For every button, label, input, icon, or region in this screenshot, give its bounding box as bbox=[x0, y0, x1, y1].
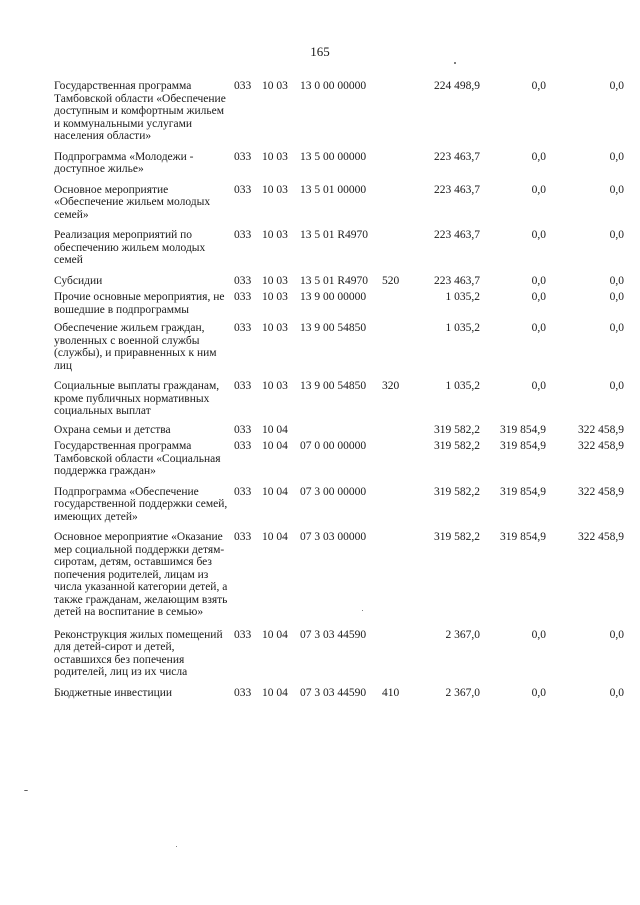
row-rz: 10 03 bbox=[262, 274, 288, 287]
row-value-2: 0,0 bbox=[531, 628, 546, 641]
row-rz: 10 03 bbox=[262, 291, 288, 303]
row-value-3: 322 458,9 bbox=[578, 485, 624, 498]
row-ved: 033 bbox=[234, 686, 252, 699]
row-name: Прочие основные мероприятия, не вошедшие в подпрограммы bbox=[54, 291, 225, 316]
row-csr: 13 9 00 00000 bbox=[300, 291, 367, 303]
table-row bbox=[54, 687, 624, 700]
row-vr bbox=[380, 486, 410, 524]
row-value-2: 319 854,9 bbox=[500, 423, 546, 436]
row-value-3: 0,0 bbox=[609, 183, 624, 196]
row-vr: 410 bbox=[382, 686, 400, 699]
row-value-2: 0,0 bbox=[531, 150, 546, 163]
row-name: Обеспечение жильем граждан, уволенных с военной службы (службы), и приравненных к ним лиц bbox=[54, 322, 217, 372]
row-vr bbox=[380, 322, 410, 372]
row-rz: 10 03 bbox=[262, 183, 288, 196]
row-value-3: 0,0 bbox=[609, 322, 624, 334]
row-ved: 033 bbox=[234, 291, 252, 303]
row-ved: 033 bbox=[234, 150, 252, 163]
row-csr: 07 3 03 44590 bbox=[300, 686, 367, 699]
row-value-3: 322 458,9 bbox=[578, 423, 624, 436]
row-value-2: 0,0 bbox=[531, 229, 546, 241]
row-value-2: 319 854,9 bbox=[500, 531, 546, 543]
row-rz: 10 04 bbox=[262, 531, 288, 543]
row-ved: 033 bbox=[234, 485, 252, 498]
row-value-3: 0,0 bbox=[609, 274, 624, 287]
row-rz: 10 03 bbox=[262, 80, 288, 92]
row-csr: 13 0 00 00000 bbox=[300, 80, 367, 92]
table-row bbox=[54, 322, 624, 372]
row-vr bbox=[380, 229, 410, 267]
table-row bbox=[54, 531, 624, 619]
row-name: Подпрограмма «Молодежи - доступное жилье» bbox=[54, 150, 194, 175]
row-value-3: 0,0 bbox=[609, 150, 624, 163]
table-row bbox=[54, 629, 624, 679]
row-csr: 13 9 00 54850 bbox=[300, 380, 367, 392]
row-ved: 033 bbox=[234, 274, 252, 287]
row-ved: 033 bbox=[234, 322, 252, 334]
scan-speck bbox=[24, 790, 28, 791]
table-row bbox=[54, 184, 624, 222]
row-value-1: 223 463,7 bbox=[434, 274, 480, 287]
table-row bbox=[54, 291, 624, 316]
row-name: Государственная программа Тамбовской области «Обеспечение доступным и комфортным жильем и коммунальными услугами населения области» bbox=[54, 80, 226, 142]
row-rz: 10 04 bbox=[262, 440, 288, 452]
row-name: Реконструкция жилых помещений для детей-сирот и детей, оставшихся без попечения родителей, лиц из их числа bbox=[54, 628, 223, 678]
table-row bbox=[54, 440, 624, 478]
row-name: Государственная программа Тамбовской области «Социальная поддержка граждан» bbox=[54, 440, 221, 477]
row-vr: 520 bbox=[382, 274, 400, 287]
row-name: Охрана семьи и детства bbox=[54, 423, 171, 436]
row-value-2: 0,0 bbox=[531, 686, 546, 699]
row-ved: 033 bbox=[234, 423, 252, 436]
row-csr: 07 3 00 00000 bbox=[300, 485, 367, 498]
row-vr bbox=[380, 151, 410, 176]
row-vr bbox=[380, 440, 410, 478]
row-value-3: 0,0 bbox=[609, 686, 624, 699]
table-row bbox=[54, 229, 624, 267]
row-value-1: 319 582,2 bbox=[434, 440, 480, 452]
table-row bbox=[54, 151, 624, 176]
row-vr bbox=[380, 629, 410, 679]
row-ved: 033 bbox=[234, 380, 252, 392]
table-row bbox=[54, 380, 624, 418]
row-csr: 13 5 01 R4970 bbox=[300, 274, 369, 287]
row-name: Бюджетные инвестиции bbox=[54, 686, 173, 699]
row-name: Основное мероприятие «Обеспечение жильем молодых семей» bbox=[54, 183, 211, 221]
row-value-3: 0,0 bbox=[609, 380, 624, 392]
row-value-1: 1 035,2 bbox=[445, 380, 480, 392]
row-name: Подпрограмма «Обеспечение государственной поддержки семей, имеющих детей» bbox=[54, 485, 228, 523]
row-value-1: 1 035,2 bbox=[445, 291, 480, 303]
row-value-3: 322 458,9 bbox=[578, 440, 624, 452]
row-vr bbox=[380, 531, 410, 619]
row-name: Социальные выплаты гражданам, кроме публичных нормативных социальных выплат bbox=[54, 380, 220, 417]
row-rz: 10 04 bbox=[262, 686, 288, 699]
row-ved: 033 bbox=[234, 80, 252, 92]
row-value-3: 0,0 bbox=[609, 291, 624, 303]
row-value-1: 319 582,2 bbox=[434, 531, 480, 543]
table-row bbox=[54, 275, 624, 288]
table-row bbox=[54, 486, 624, 524]
row-value-2: 0,0 bbox=[531, 322, 546, 334]
row-csr: 07 3 03 44590 bbox=[300, 628, 367, 641]
row-name: Основное мероприятие «Оказание мер социальной поддержки детям-сиротам, детям, оставшимся без попечения родителей, лицам из числа указанной категории детей, а также гражданам, желающим взять детей на воспитание в семью» bbox=[54, 531, 228, 618]
row-vr: 320 bbox=[382, 380, 400, 392]
row-value-3: 0,0 bbox=[609, 80, 624, 92]
row-rz: 10 04 bbox=[262, 485, 288, 498]
scan-speck bbox=[454, 62, 456, 64]
row-value-2: 0,0 bbox=[531, 183, 546, 196]
row-value-1: 319 582,2 bbox=[434, 423, 480, 436]
row-value-1: 223 463,7 bbox=[434, 229, 480, 241]
row-value-1: 223 463,7 bbox=[434, 150, 480, 163]
scan-speck bbox=[362, 610, 363, 611]
row-rz: 10 03 bbox=[262, 150, 288, 163]
row-csr: 13 5 00 00000 bbox=[300, 150, 367, 163]
row-value-2: 0,0 bbox=[531, 291, 546, 303]
table-row bbox=[54, 80, 624, 143]
row-ved: 033 bbox=[234, 440, 252, 452]
row-csr: 13 5 01 00000 bbox=[300, 183, 367, 196]
row-rz: 10 04 bbox=[262, 628, 288, 641]
row-vr bbox=[380, 184, 410, 222]
row-value-2: 0,0 bbox=[531, 274, 546, 287]
row-name: Субсидии bbox=[54, 274, 103, 287]
row-value-3: 322 458,9 bbox=[578, 531, 624, 543]
row-name: Реализация мероприятий по обеспечению жильем молодых семей bbox=[54, 229, 206, 266]
row-value-3: 0,0 bbox=[609, 229, 624, 241]
row-vr bbox=[380, 80, 410, 143]
row-value-2: 319 854,9 bbox=[500, 485, 546, 498]
row-csr bbox=[296, 424, 380, 437]
row-rz: 10 03 bbox=[262, 322, 288, 334]
row-csr: 13 9 00 54850 bbox=[300, 322, 367, 334]
table-row bbox=[54, 424, 624, 437]
row-csr: 13 5 01 R4970 bbox=[300, 229, 369, 241]
row-value-1: 2 367,0 bbox=[445, 628, 480, 641]
row-rz: 10 03 bbox=[262, 229, 288, 241]
row-rz: 10 04 bbox=[262, 423, 288, 436]
row-csr: 07 3 03 00000 bbox=[300, 531, 367, 543]
row-ved: 033 bbox=[234, 531, 252, 543]
row-vr bbox=[380, 424, 410, 437]
row-rz: 10 03 bbox=[262, 380, 288, 392]
row-value-3: 0,0 bbox=[609, 628, 624, 641]
row-ved: 033 bbox=[234, 183, 252, 196]
row-value-1: 223 463,7 bbox=[434, 183, 480, 196]
row-vr bbox=[380, 291, 410, 316]
page-number: 165 bbox=[310, 44, 330, 59]
row-value-1: 224 498,9 bbox=[434, 80, 480, 92]
scan-speck bbox=[176, 846, 177, 847]
row-value-2: 319 854,9 bbox=[500, 440, 546, 452]
row-value-2: 0,0 bbox=[531, 380, 546, 392]
budget-table bbox=[54, 80, 624, 699]
row-value-2: 0,0 bbox=[531, 80, 546, 92]
row-value-1: 2 367,0 bbox=[445, 686, 480, 699]
row-value-1: 1 035,2 bbox=[445, 322, 480, 334]
row-value-1: 319 582,2 bbox=[434, 485, 480, 498]
row-ved: 033 bbox=[234, 229, 252, 241]
row-ved: 033 bbox=[234, 628, 252, 641]
row-csr: 07 0 00 00000 bbox=[300, 440, 367, 452]
